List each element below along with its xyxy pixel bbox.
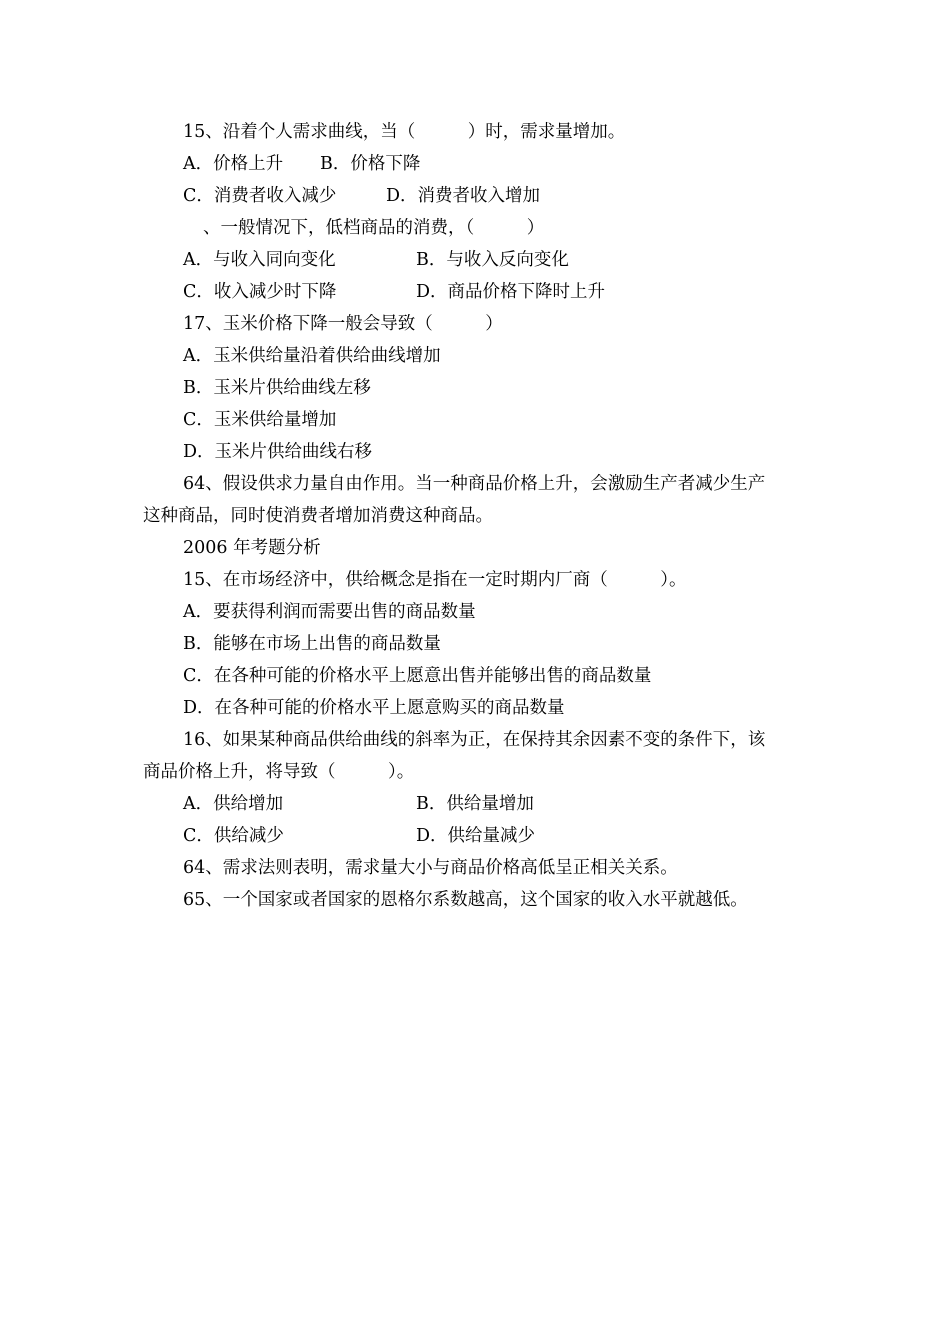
option-a-line <box>183 153 421 175</box>
statement-64-text: 64、需求法则表明，需求量大小与商品价格高低呈正相关关系。 <box>183 858 678 878</box>
option-d: D．商品价格下降时上升 <box>416 282 606 302</box>
option-b: B．价格下降 <box>320 154 421 174</box>
option-a: A．要获得利润而需要出售的商品数量 <box>183 602 476 622</box>
option-c: C．消费者收入减少 <box>183 186 337 206</box>
option-b: B．与收入反向变化 <box>416 250 569 270</box>
option-a: A．与收入同向变化 <box>183 250 336 270</box>
option-a: A．供给增加 <box>183 794 284 814</box>
option-a-line <box>183 249 569 271</box>
option-c-line <box>183 185 541 207</box>
statement-65-text: 65、一个国家或者国家的恩格尔系数越高，这个国家的收入水平就越低。 <box>183 890 748 910</box>
option-b: B．能够在市场上出售的商品数量 <box>183 634 441 654</box>
option-c: C．在各种可能的价格水平上愿意出售并能够出售的商品数量 <box>183 666 652 686</box>
section-heading: 2006 年考题分析 <box>183 538 321 558</box>
option-c: C．收入减少时下降 <box>183 282 337 302</box>
statement-64-text: 64、假设供求力量自由作用。当一种商品价格上升，会激励生产者减少生产 <box>183 474 766 494</box>
question-15-text: 15、沿着个人需求曲线，当（ ）时，需求量增加。 <box>183 122 626 142</box>
option-c-line <box>183 281 606 303</box>
option-a-line <box>183 793 534 815</box>
statement-64-continued: 这种商品，同时使消费者增加消费这种商品。 <box>143 506 493 526</box>
option-b: B．玉米片供给曲线左移 <box>183 378 371 398</box>
option-a: A．价格上升 <box>183 154 284 174</box>
question-16-continued: 商品价格上升，将导致（ ）。 <box>143 762 415 782</box>
option-d: D．在各种可能的价格水平上愿意购买的商品数量 <box>183 698 565 718</box>
question-17-text: 17、玉米价格下降一般会导致（ ） <box>183 314 503 334</box>
question-15-text: 15、在市场经济中，供给概念是指在一定时期内厂商（ ）。 <box>183 570 687 590</box>
option-d: D．玉米片供给曲线右移 <box>183 442 373 462</box>
question-16-text: 、一般情况下，低档商品的消费，（ ） <box>203 218 545 238</box>
question-16-text: 16、如果某种商品供给曲线的斜率为正，在保持其余因素不变的条件下，该 <box>183 730 766 750</box>
option-d: D．消费者收入增加 <box>386 186 541 206</box>
option-c: C．供给减少 <box>183 826 284 846</box>
option-b: B．供给量增加 <box>416 794 534 814</box>
option-d: D．供给量减少 <box>416 826 536 846</box>
option-c: C．玉米供给量增加 <box>183 410 337 430</box>
option-a: A．玉米供给量沿着供给曲线增加 <box>183 346 441 366</box>
option-c-line <box>183 825 536 847</box>
